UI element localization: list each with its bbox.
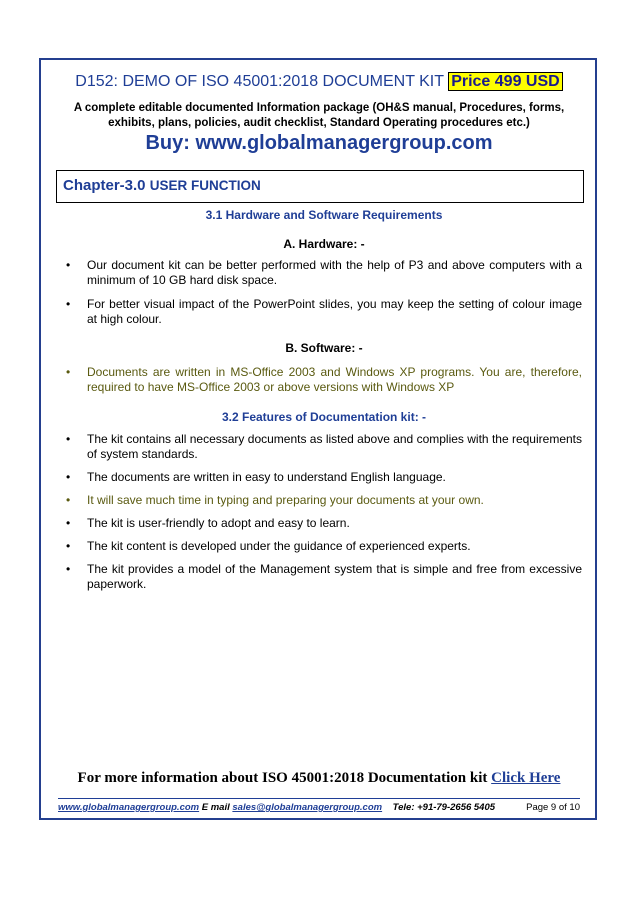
subtitle: A complete editable documented Information package (OH&S manual, Procedures, forms, exhibits, plans, policies, audit checklist, Standard Operating procedures etc.) [73, 102, 565, 129]
bullet-icon: • [66, 470, 71, 484]
list-item: • The kit contains all necessary documents as listed above and complies with the requirements of system standards. [66, 432, 582, 461]
bullet-icon: • [66, 493, 71, 507]
bullet-icon: • [66, 539, 71, 553]
chapter-number: Chapter-3.0 [63, 177, 146, 194]
footer-email-link[interactable]: sales@globalmanagergroup.com [232, 802, 383, 813]
page-number: Page 9 of 10 [526, 802, 580, 813]
section-3-1-heading: 3.1 Hardware and Software Requirements [205, 208, 443, 222]
document-title [0, 73, 638, 91]
price-badge: Price 499 USD [448, 72, 563, 91]
bullet-icon: • [66, 297, 71, 311]
list-item: • The kit provides a model of the Management system that is simple and free from excessive paperwork. [66, 562, 582, 591]
list-item: • It will save much time in typing and preparing your documents at your own. [66, 493, 484, 507]
section-3-2-heading: 3.2 Features of Documentation kit: - [221, 410, 427, 424]
click-here-link[interactable]: Click Here [491, 770, 561, 786]
bullet-icon: • [66, 516, 71, 530]
telephone: Tele: +91-79-2656 5405 [392, 802, 496, 813]
list-item: • Our document kit can be better performed with the help of P3 and above computers with a minimum of 10 GB hard disk space. [66, 258, 582, 287]
bullet-icon: • [66, 432, 71, 446]
buy-link[interactable]: Buy: www.globalmanagergroup.com [145, 132, 493, 154]
list-item: • The kit content is developed under the guidance of experienced experts. [66, 539, 471, 553]
bullet-icon: • [66, 258, 71, 272]
chapter-heading [56, 170, 584, 203]
list-item: • The kit is user-friendly to adopt and easy to learn. [66, 516, 350, 530]
hardware-heading: A. Hardware: - [283, 237, 365, 251]
more-info-text: For more information about ISO 45001:2018 Documentation kit [77, 770, 488, 786]
main-content [66, 208, 582, 592]
list-item: • For better visual impact of the PowerPoint slides, you may keep the setting of colour image at high colour. [66, 297, 582, 326]
features-list [66, 432, 582, 592]
hardware-list [66, 258, 582, 327]
chapter-title: USER FUNCTION [149, 178, 261, 193]
software-list [66, 365, 582, 395]
page-footer [58, 798, 580, 816]
title-main: D152: DEMO OF ISO 45001:2018 DOCUMENT KIT [75, 73, 444, 90]
bullet-icon: • [66, 365, 71, 379]
more-info-line [0, 770, 638, 787]
list-item: • Documents are written in MS-Office 2003 and Windows XP programs. You are, therefore, required to have MS-Office 2003 or above versions with Windows XP [66, 365, 582, 394]
email-label: E mail [201, 802, 230, 813]
list-item: • The documents are written in easy to understand English language. [66, 470, 446, 484]
bullet-icon: • [66, 562, 71, 576]
software-heading: B. Software: - [285, 341, 363, 355]
footer-website-link[interactable]: www.globalmanagergroup.com [58, 802, 200, 813]
